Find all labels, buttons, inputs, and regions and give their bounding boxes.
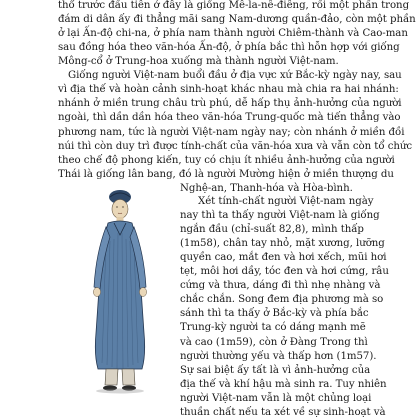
text-line: phương nam, tức là người Việt-nam ngày nay; còn nhánh ở miền đồi [58,126,405,138]
text-line: Sự sai biệt ấy tất là vì ảnh-hưởng của [180,364,371,376]
text-line: sánh thì ta thấy ở Bắc-kỳ và phía bắc [180,308,369,320]
text-line: nhánh ở miền trung châu trù phú, dễ hấp thụ ảnh-hưởng của người [58,98,402,110]
text-line: Nghệ-an, Thanh-hóa và Hòa-bình. [180,182,353,194]
text-line: vì địa thế và hoàn cảnh sinh-hoạt khác nhau mà chia ra hai nhánh: [58,84,399,96]
text-line: cứng và thưa, dáng đi thì nhẹ nhàng và [180,280,381,292]
text-line: tẹt, môi hơi dầy, tóc đen và hơi cứng, râu [180,266,389,278]
text-line: Trung-kỳ người ta có dáng mạnh mẽ [180,322,366,334]
text-line: Thái là giống lân bang, đó là người Mường hiện ở miền thượng du [58,168,394,180]
text-line: quyền cao, mắt đen và hơi xếch, mũi hơi [180,252,387,264]
text-line: thuần chất nếu ta xét về sự sinh-hoạt và [180,406,386,418]
text-line: ở lại Ấn-độ chi-na, ở phía nam thành người Chiêm-thành và Cao-man [58,28,408,40]
text-line: ngắn đầu (chỉ-suất 82,8), mình thấp [180,224,364,236]
text-line: đám di dân ấy đi thẳng mãi sang Nam-dương quần-đảo, còn một phần [58,14,416,26]
text-line: ngoài, thì dần dần hóa theo văn-hóa Trung-quốc mà tiến thẳng vào [58,112,401,124]
text-line: chắc chắn. Song đem địa phương mà so [180,294,384,306]
text-line: thổ trước đầu tiên ở đây là giống Mê-la-nê-điêng, rồi một phần trong [58,0,410,11]
text-line: địa thế và khí hậu mà sinh ra. Tuy nhiên [180,378,387,390]
text-line: núi thì còn duy trì được tính-chất của văn-hóa xưa và vẫn còn tổ chức [58,140,413,152]
vietnamese-figure-illustration [72,183,168,395]
text-line: sau đồng hóa theo văn-hóa Ấn-độ, ở phía bắc thì hỗn hợp với giống [58,42,400,54]
text-line: người thường yếu và thấp hơn (1m57). [180,350,377,362]
text-line: và cao (1m59), còn ở Đàng Trong thì [180,336,368,348]
text-line: Mông-cổ ở Trung-hoa xuống mà thành người Việt-nam. [58,56,339,68]
text-line: Xét tính-chất người Việt-nam ngày [198,196,374,207]
text-line: nay thì ta thấy người Việt-nam là giống [180,210,380,221]
text-line: (1m58), chân tay nhỏ, mặt xương, lưỡng [180,238,385,250]
text-line: Giống người Việt-nam buổi đầu ở địa vực xứ Bắc-kỳ ngày nay, sau [68,70,402,82]
text-line: theo chế độ phong kiến, tuy có chịu ít nhiều ảnh-hưởng của người [58,154,395,166]
text-line: người Việt-nam vẫn là một chủng loại [180,392,372,404]
